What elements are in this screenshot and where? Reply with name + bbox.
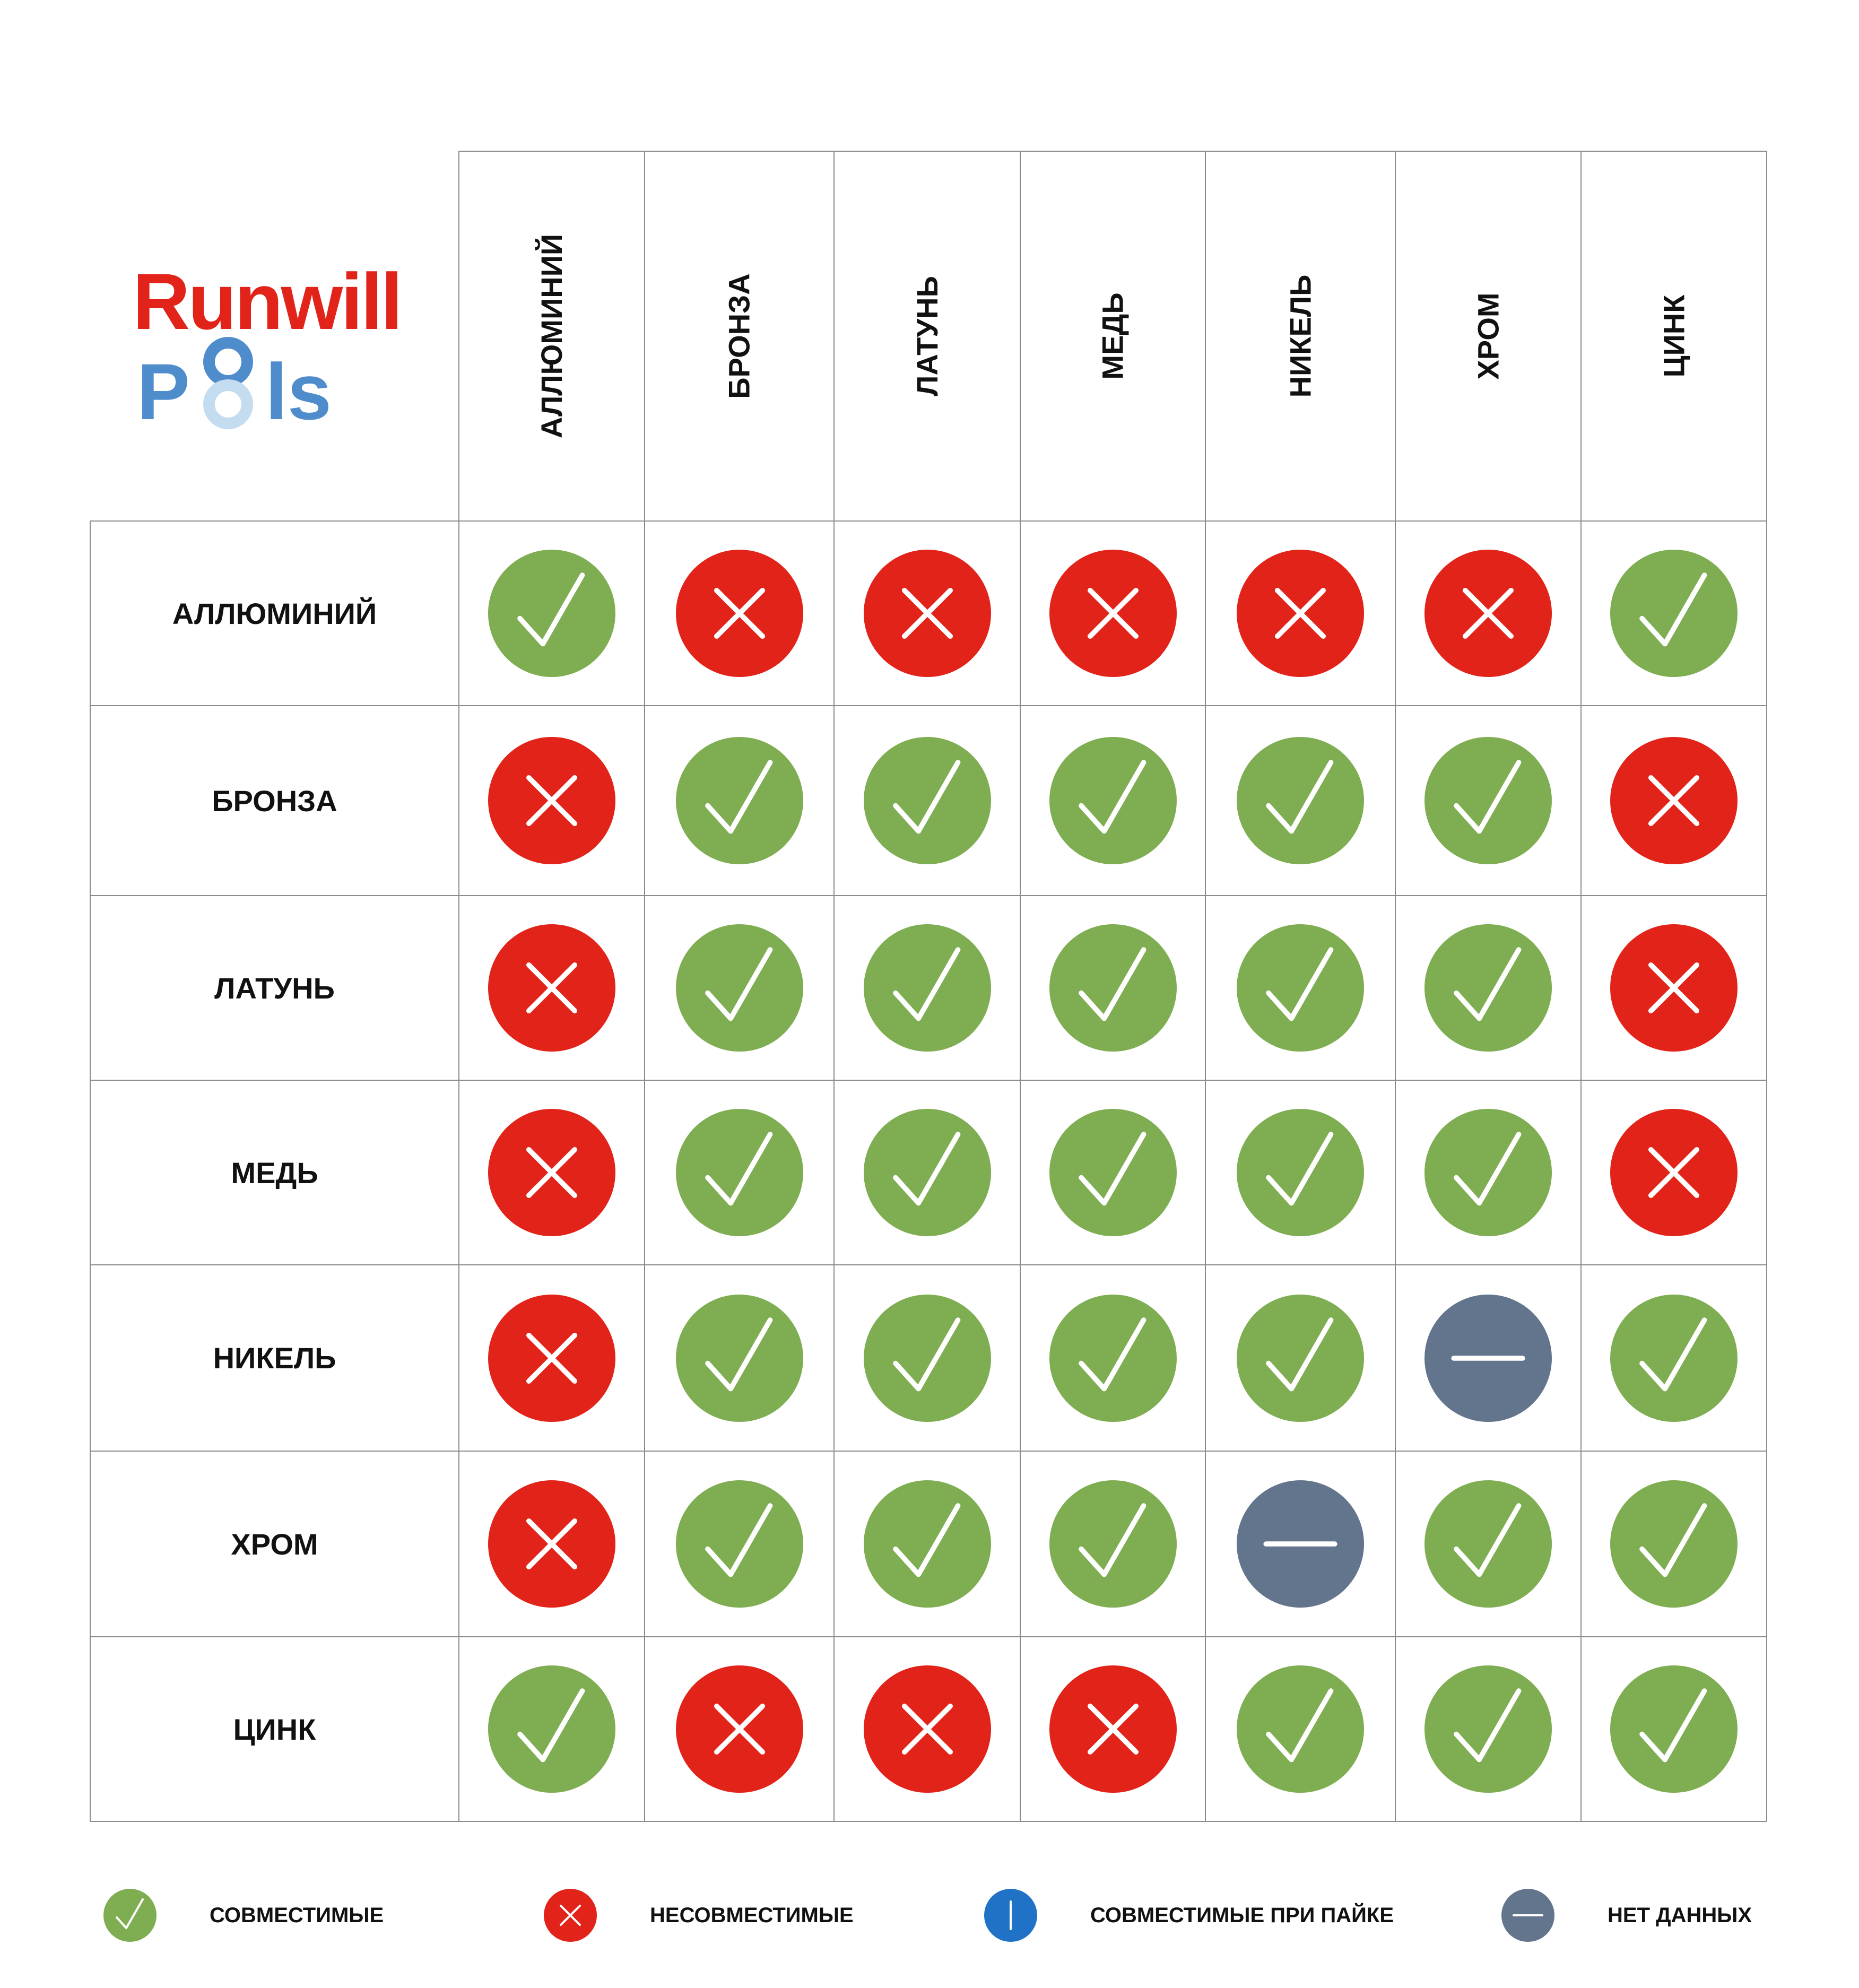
- check-icon: [1049, 1109, 1177, 1236]
- status-badge-incompatible: [488, 1109, 615, 1236]
- status-badge-compatible: [1237, 1665, 1364, 1793]
- column-header: [459, 151, 645, 521]
- status-badge-no-data: [1237, 1480, 1364, 1608]
- cross-icon: [1610, 1109, 1738, 1236]
- check-icon: [1610, 550, 1738, 677]
- cross-icon: [864, 550, 991, 677]
- status-badge-compatible: [676, 924, 803, 1052]
- status-badge-compatible: [1237, 737, 1364, 864]
- check-icon: [676, 1295, 803, 1422]
- cross-icon: [488, 1480, 615, 1608]
- column-header-label: ЦИНК: [1657, 294, 1691, 378]
- status-badge-compatible: [864, 924, 991, 1052]
- cross-icon: [1424, 550, 1552, 677]
- status-badge-incompatible: [488, 1295, 615, 1422]
- dash-icon: [1237, 1480, 1364, 1608]
- column-header-label: МЕДЬ: [1096, 292, 1130, 380]
- dash-icon: [1424, 1295, 1552, 1422]
- status-badge-incompatible: [1610, 924, 1738, 1052]
- status-badge-compatible: [676, 1295, 803, 1422]
- column-header-label: НИКЕЛЬ: [1283, 274, 1317, 398]
- cross-icon: [544, 1889, 597, 1942]
- status-badge-compatible: [1237, 1295, 1364, 1422]
- status-badge-compatible: [1424, 1480, 1552, 1608]
- column-header: [1020, 151, 1205, 521]
- status-badge-compatible: [864, 1295, 991, 1422]
- cross-icon: [1237, 550, 1364, 677]
- column-header: [1205, 151, 1395, 521]
- cross-icon: [1049, 550, 1177, 677]
- check-icon: [1610, 1480, 1738, 1608]
- check-icon: [1424, 1480, 1552, 1608]
- check-icon: [864, 924, 991, 1052]
- check-icon: [1237, 737, 1364, 864]
- legend-label: СОВМЕСТИМЫЕ: [210, 1903, 384, 1927]
- status-badge-incompatible: [864, 550, 991, 677]
- svg-text:ls: ls: [265, 347, 332, 436]
- column-header-label: ХРОМ: [1471, 292, 1505, 380]
- column-header-label: АЛЛЮМИНИЙ: [535, 233, 569, 439]
- column-header-label: БРОНЗА: [722, 273, 756, 399]
- status-badge-incompatible: [864, 1665, 991, 1793]
- check-icon: [676, 737, 803, 864]
- status-badge-compatible: [864, 1480, 991, 1608]
- check-icon: [1424, 924, 1552, 1052]
- check-icon: [1610, 1295, 1738, 1422]
- status-badge-compatible: [864, 737, 991, 864]
- check-icon: [488, 1665, 615, 1793]
- check-icon: [1049, 924, 1177, 1052]
- status-badge-compatible: [1049, 1480, 1177, 1608]
- cross-icon: [1049, 1665, 1177, 1793]
- status-badge-compatible: [1049, 737, 1177, 864]
- status-badge-incompatible: [1237, 550, 1364, 677]
- status-badge-incompatible: [1610, 737, 1738, 864]
- status-badge-incompatible: [676, 1665, 803, 1793]
- status-badge-incompatible: [488, 924, 615, 1052]
- check-icon: [864, 737, 991, 864]
- check-icon: [1237, 1109, 1364, 1236]
- status-badge-incompatible: [488, 1480, 615, 1608]
- row-header: МЕДЬ: [231, 1156, 318, 1190]
- column-header: [1581, 151, 1767, 521]
- check-icon: [1237, 1295, 1364, 1422]
- status-badge-compatible: [676, 737, 803, 864]
- legend-badge: [103, 1889, 157, 1942]
- column-header: [1395, 151, 1581, 521]
- legend-badge: [544, 1889, 597, 1942]
- status-badge-compatible: [1237, 1109, 1364, 1236]
- cross-icon: [1610, 924, 1738, 1052]
- status-badge-incompatible: [1049, 550, 1177, 677]
- check-icon: [1049, 1480, 1177, 1608]
- status-badge-compatible: [1424, 1665, 1552, 1793]
- cross-icon: [488, 737, 615, 864]
- cross-icon: [676, 550, 803, 677]
- row-header: ЛАТУНЬ: [214, 971, 335, 1005]
- cross-icon: [488, 1295, 615, 1422]
- status-badge-compatible: [1610, 550, 1738, 677]
- status-badge-compatible: [676, 1480, 803, 1608]
- row-header: НИКЕЛЬ: [213, 1341, 336, 1375]
- legend-badge: [984, 1889, 1037, 1942]
- check-icon: [676, 924, 803, 1052]
- status-badge-incompatible: [1424, 550, 1552, 677]
- cross-icon: [676, 1665, 803, 1793]
- status-badge-incompatible: [488, 737, 615, 864]
- check-icon: [1237, 924, 1364, 1052]
- check-icon: [1424, 1665, 1552, 1793]
- legend-item-no-data: [1501, 1889, 1752, 1942]
- check-icon: [676, 1109, 803, 1236]
- status-badge-compatible: [488, 1665, 615, 1793]
- status-badge-compatible: [1610, 1480, 1738, 1608]
- check-icon: [1610, 1665, 1738, 1793]
- status-badge-compatible: [488, 550, 615, 677]
- column-header: [834, 151, 1020, 521]
- cross-icon: [864, 1665, 991, 1793]
- check-icon: [488, 550, 615, 677]
- column-header-label: ЛАТУНЬ: [910, 276, 944, 396]
- status-badge-compatible: [1049, 924, 1177, 1052]
- cross-icon: [488, 1109, 615, 1236]
- row-header: ХРОМ: [231, 1527, 318, 1561]
- legend-label: НЕТ ДАННЫХ: [1608, 1903, 1752, 1927]
- status-badge-incompatible: [676, 550, 803, 677]
- check-icon: [103, 1889, 157, 1942]
- check-icon: [676, 1480, 803, 1608]
- check-icon: [1424, 737, 1552, 864]
- status-badge-incompatible: [1049, 1665, 1177, 1793]
- legend-label: НЕСОВМЕСТИМЫЕ: [650, 1903, 854, 1927]
- legend-label: СОВМЕСТИМЫЕ ПРИ ПАЙКЕ: [1090, 1903, 1394, 1927]
- status-badge-compatible: [1424, 737, 1552, 864]
- status-badge-compatible: [1610, 1665, 1738, 1793]
- status-badge-no-data: [1424, 1295, 1552, 1422]
- check-icon: [864, 1295, 991, 1422]
- status-badge-compatible: [1049, 1109, 1177, 1236]
- check-icon: [864, 1480, 991, 1608]
- row-header: АЛЛЮМИНИЙ: [172, 596, 377, 630]
- status-badge-compatible: [1237, 924, 1364, 1052]
- legend-item-compatible: [103, 1889, 384, 1942]
- column-header: [645, 151, 834, 521]
- status-badge-compatible: [676, 1109, 803, 1236]
- status-badge-compatible: [864, 1109, 991, 1236]
- cross-icon: [1610, 737, 1738, 864]
- legend-badge: [1501, 1889, 1554, 1942]
- status-badge-compatible: [1424, 924, 1552, 1052]
- check-icon: [1237, 1665, 1364, 1793]
- row-header: БРОНЗА: [212, 784, 337, 818]
- legend-item-solder: [984, 1889, 1394, 1942]
- row-header: ЦИНК: [233, 1712, 316, 1746]
- check-icon: [1049, 1295, 1177, 1422]
- status-badge-compatible: [1049, 1295, 1177, 1422]
- svg-text:P: P: [137, 347, 190, 436]
- status-badge-compatible: [1424, 1109, 1552, 1236]
- check-icon: [1424, 1109, 1552, 1236]
- check-icon: [864, 1109, 991, 1236]
- vertical-bar-icon: [984, 1889, 1037, 1942]
- cross-icon: [488, 924, 615, 1052]
- dash-icon: [1501, 1889, 1554, 1942]
- brand-name: Runwill: [133, 257, 401, 346]
- status-badge-incompatible: [1610, 1109, 1738, 1236]
- legend-item-incompatible: [544, 1889, 854, 1942]
- status-badge-compatible: [1610, 1295, 1738, 1422]
- check-icon: [1049, 737, 1177, 864]
